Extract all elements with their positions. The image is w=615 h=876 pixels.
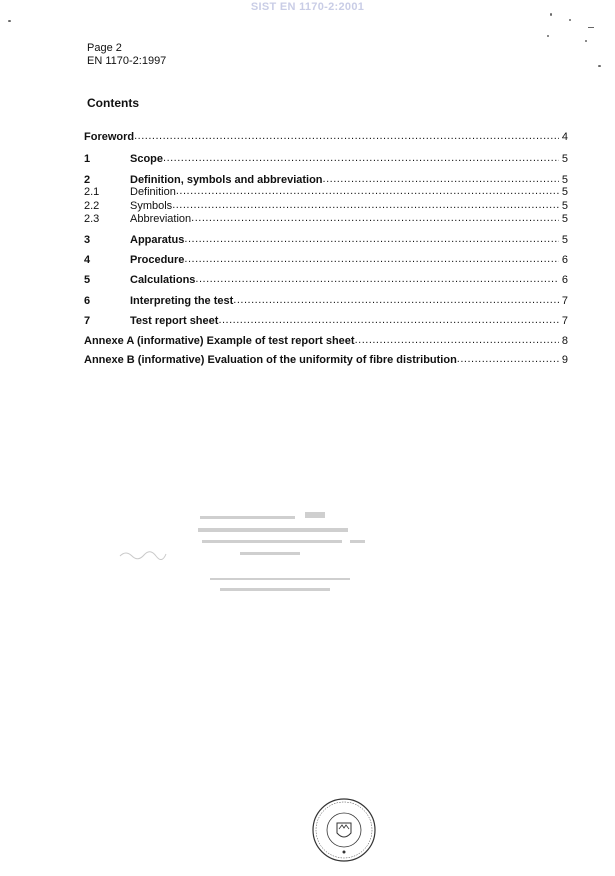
faded-signature-graphic: [118, 548, 168, 560]
toc-page: 5: [561, 234, 568, 246]
contents-heading: Contents: [87, 96, 139, 110]
toc-title: Interpreting the test: [130, 295, 234, 307]
toc-page: 6: [561, 254, 568, 266]
scan-speck: [598, 65, 601, 67]
scan-speck: [585, 40, 587, 42]
toc-row-annex-b[interactable]: [84, 352, 568, 366]
toc-num: 2.1: [84, 186, 100, 198]
scan-speck: [588, 27, 594, 28]
scan-speck: [550, 13, 552, 16]
toc-title: Definition: [130, 186, 176, 198]
scan-speck: [569, 19, 571, 21]
toc-title: Definition, symbols and abbreviation: [130, 174, 323, 186]
toc-num: 3: [84, 234, 91, 246]
toc-page: 5: [561, 213, 568, 225]
toc-title: Foreword: [84, 131, 135, 143]
toc-row-scope[interactable]: [84, 151, 568, 165]
toc-leader: [184, 233, 559, 246]
toc-leader: [176, 185, 559, 198]
toc-num: 2.3: [84, 213, 100, 225]
scan-speck: [8, 20, 11, 22]
toc-leader: [134, 130, 559, 143]
toc-title: Symbols: [130, 200, 173, 212]
toc-leader: [233, 294, 559, 307]
toc-page: 6: [561, 274, 568, 286]
toc-title: Annexe B (informative) Evaluation of the uniformity of fibre distribution: [84, 354, 457, 366]
faded-stamp-graphic: [180, 508, 380, 608]
toc-row-definition[interactable]: [84, 184, 568, 198]
toc-num: 6: [84, 295, 91, 307]
toc-page: 5: [561, 153, 568, 165]
toc-page: 8: [561, 335, 568, 347]
toc-num: 1: [84, 153, 91, 165]
toc-page: 5: [561, 186, 568, 198]
toc-title: Annexe A (informative) Example of test report sheet: [84, 335, 355, 347]
toc-row-annex-a[interactable]: [84, 333, 568, 347]
toc-page: 5: [561, 200, 568, 212]
toc-num: 4: [84, 254, 91, 266]
toc-page: 9: [561, 354, 568, 366]
official-seal-graphic: [311, 797, 377, 863]
toc-page: 4: [561, 131, 568, 143]
standard-number: EN 1170-2:1997: [87, 55, 167, 67]
toc-num: 7: [84, 315, 91, 327]
scan-speck: [547, 35, 549, 37]
toc-page: 5: [561, 174, 568, 186]
toc-row-apparatus[interactable]: [84, 232, 568, 246]
toc-num: 2.2: [84, 200, 100, 212]
toc-page: 7: [561, 295, 568, 307]
toc-title: Procedure: [130, 254, 185, 266]
toc-row-procedure[interactable]: [84, 252, 568, 266]
watermark: SIST EN 1170-2:2001: [250, 1, 365, 13]
toc-title: Calculations: [130, 274, 196, 286]
toc-row-calculations[interactable]: [84, 272, 568, 286]
toc-row-interpreting[interactable]: [84, 293, 568, 307]
toc-row-symbols[interactable]: [84, 198, 568, 212]
toc-leader: [355, 334, 559, 347]
toc-leader: [218, 314, 559, 327]
page-number: Page 2: [87, 42, 122, 54]
toc-title: Abbreviation: [130, 213, 192, 225]
toc-leader: [191, 212, 559, 225]
toc-page: 7: [561, 315, 568, 327]
toc-row-abbreviation[interactable]: [84, 211, 568, 225]
toc-num: 5: [84, 274, 91, 286]
toc-row-foreword[interactable]: [84, 129, 568, 143]
toc-title: Test report sheet: [130, 315, 219, 327]
toc-leader: [184, 253, 559, 266]
toc-num: 2: [84, 174, 91, 186]
toc-row-test-report[interactable]: [84, 313, 568, 327]
toc-leader: [195, 273, 559, 286]
toc-leader: [457, 353, 559, 366]
toc-leader: [163, 152, 559, 165]
toc-title: Apparatus: [130, 234, 185, 246]
toc-title: Scope: [130, 153, 164, 165]
